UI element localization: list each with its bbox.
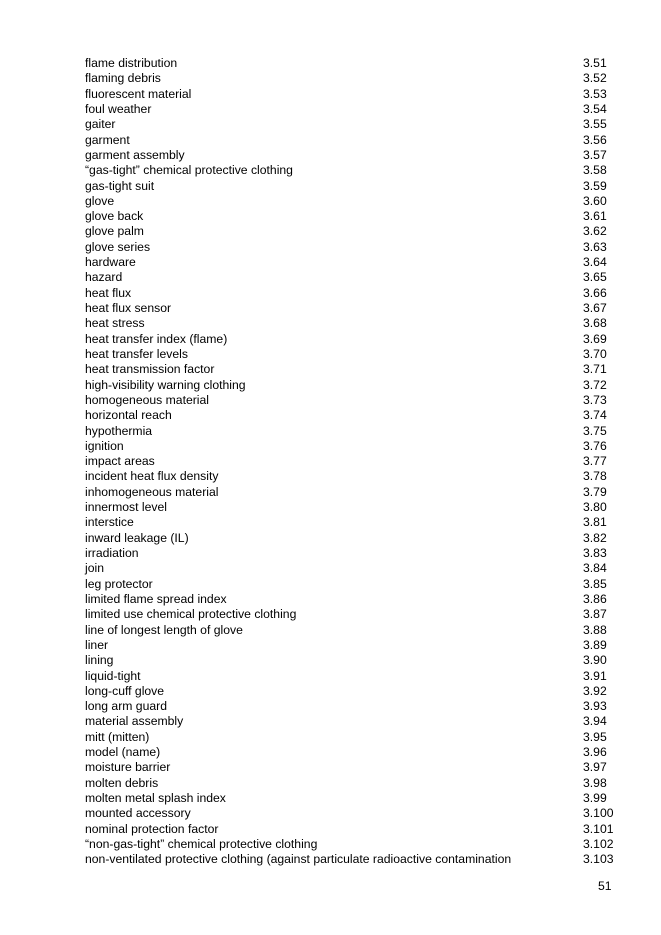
entry-clause-number: 3.97	[583, 760, 607, 775]
entry-term: innermost level	[85, 500, 167, 515]
entry-term: glove palm	[85, 224, 144, 239]
index-entry	[85, 393, 617, 408]
entry-term: foul weather	[85, 101, 152, 116]
entry-term: non-ventilated protective clothing (against particulate radioactive contamination	[85, 852, 512, 867]
index-entry	[85, 500, 617, 515]
index-entry	[85, 699, 617, 714]
entry-clause-number: 3.101	[583, 821, 614, 836]
index-entry	[85, 133, 617, 148]
index-entry	[85, 837, 617, 852]
index-entry	[85, 332, 617, 347]
entry-term: mounted accessory	[85, 806, 191, 821]
index-entry	[85, 592, 617, 607]
index-entry	[85, 255, 617, 270]
index-entry	[85, 102, 617, 117]
entry-clause-number: 3.73	[583, 392, 607, 407]
entry-clause-number: 3.57	[583, 147, 607, 162]
entry-term: inward leakage (IL)	[85, 530, 189, 545]
entry-clause-number: 3.72	[583, 377, 607, 392]
entry-clause-number: 3.103	[583, 852, 614, 867]
entry-term: heat transmission factor	[85, 362, 215, 377]
entry-clause-number: 3.56	[583, 132, 607, 147]
index-entry	[85, 240, 617, 255]
entry-clause-number: 3.53	[583, 86, 607, 101]
entry-clause-number: 3.88	[583, 622, 607, 637]
index-entry	[85, 56, 617, 71]
index-entry	[85, 286, 617, 301]
index-entry	[85, 684, 617, 699]
index-entry	[85, 362, 617, 377]
entry-clause-number: 3.58	[583, 163, 607, 178]
entry-term: glove back	[85, 209, 144, 224]
entry-term: model (name)	[85, 745, 161, 760]
entry-clause-number: 3.89	[583, 637, 607, 652]
index-entry	[85, 209, 617, 224]
entry-term: mitt (mitten)	[85, 729, 150, 744]
index-entry	[85, 179, 617, 194]
entry-clause-number: 3.87	[583, 607, 607, 622]
entry-term: garment	[85, 132, 130, 147]
entry-term: fluorescent material	[85, 86, 192, 101]
index-entry	[85, 148, 617, 163]
entry-term: heat stress	[85, 316, 145, 331]
entry-term: irradiation	[85, 546, 139, 560]
entry-clause-number: 3.84	[583, 561, 607, 576]
index-entry	[85, 531, 617, 546]
entry-term: gas-tight suit	[85, 178, 155, 193]
index-entry	[85, 577, 617, 592]
entry-term: leg protector	[85, 576, 153, 591]
entry-term: heat transfer levels	[85, 346, 188, 361]
entry-clause-number: 3.69	[583, 331, 607, 346]
entry-clause-number: 3.90	[583, 653, 607, 668]
entry-clause-number: 3.93	[583, 699, 607, 714]
index-entry	[85, 301, 617, 316]
index-entry	[85, 117, 617, 132]
index-entry	[85, 87, 617, 102]
entry-clause-number: 3.77	[583, 454, 607, 469]
entry-clause-number: 3.86	[583, 591, 607, 606]
index-entry	[85, 454, 617, 469]
index-entry	[85, 791, 617, 806]
entry-clause-number: 3.71	[583, 362, 607, 377]
entry-term: high-visibility warning clothing	[85, 377, 246, 392]
entry-clause-number: 3.76	[583, 438, 607, 453]
entry-term: lining	[85, 653, 114, 668]
index-entry	[85, 822, 617, 837]
index-entry	[85, 163, 617, 178]
entry-term: “gas-tight” chemical protective clothing	[85, 163, 293, 178]
index-entry	[85, 760, 617, 775]
index-entry	[85, 638, 617, 653]
index-entry	[85, 653, 617, 668]
index-entry	[85, 439, 617, 454]
index-entry	[85, 515, 617, 530]
entry-term: interstice	[85, 515, 134, 530]
index-entry	[85, 316, 617, 331]
entry-clause-number: 3.82	[583, 530, 607, 545]
index-entry	[85, 745, 617, 760]
entry-term: hypothermia	[85, 423, 153, 438]
entry-term: ignition	[85, 438, 124, 453]
entry-clause-number: 3.68	[583, 316, 607, 331]
entry-term: molten debris	[85, 775, 159, 790]
index-entry	[85, 776, 617, 791]
index-entry	[85, 607, 617, 622]
index-entry	[85, 194, 617, 209]
index-entry	[85, 408, 617, 423]
entry-clause-number: 3.94	[583, 714, 607, 729]
entry-clause-number: 3.70	[583, 346, 607, 361]
entry-clause-number: 3.62	[583, 224, 607, 239]
entry-clause-number: 3.80	[583, 500, 607, 515]
index-entry	[85, 852, 617, 867]
index-entry	[85, 224, 617, 239]
entry-clause-number: 3.59	[583, 178, 607, 193]
entry-clause-number: 3.79	[583, 484, 607, 499]
entry-clause-number: 3.67	[583, 301, 607, 315]
index-entry	[85, 378, 617, 393]
entry-clause-number: 3.100	[583, 806, 614, 821]
entry-clause-number: 3.65	[583, 270, 607, 285]
entry-term: “non-gas-tight” chemical protective clothing	[85, 836, 318, 851]
index-entry	[85, 561, 617, 576]
entry-clause-number: 3.54	[583, 101, 607, 116]
entry-term: liner	[85, 637, 109, 652]
entry-term: nominal protection factor	[85, 821, 219, 836]
entry-clause-number: 3.75	[583, 423, 607, 438]
entry-term: long arm guard	[85, 699, 167, 714]
entry-clause-number: 3.66	[583, 285, 607, 300]
entry-term: line of longest length of glove	[85, 622, 243, 637]
index-entry	[85, 424, 617, 439]
index-entry	[85, 485, 617, 500]
index-entry	[85, 714, 617, 729]
entry-clause-number: 3.99	[583, 791, 607, 805]
entry-term: heat transfer index (flame)	[85, 331, 228, 346]
entry-term: hazard	[85, 270, 123, 285]
entry-clause-number: 3.91	[583, 668, 607, 683]
entry-clause-number: 3.95	[583, 729, 607, 744]
entry-clause-number: 3.78	[583, 469, 607, 484]
entry-clause-number: 3.92	[583, 683, 607, 698]
entry-term: limited flame spread index	[85, 591, 227, 606]
index-entry	[85, 669, 617, 684]
entry-term: heat flux	[85, 285, 132, 300]
entry-term: moisture barrier	[85, 760, 171, 775]
entry-clause-number: 3.96	[583, 745, 607, 760]
entry-clause-number: 3.55	[583, 117, 607, 132]
entry-clause-number: 3.51	[583, 56, 607, 70]
index-entry	[85, 546, 617, 561]
entry-clause-number: 3.64	[583, 255, 607, 270]
index-entry	[85, 347, 617, 362]
entry-term: flaming debris	[85, 71, 161, 86]
entry-clause-number: 3.102	[583, 836, 614, 851]
page-number: 51	[598, 879, 612, 893]
index-entry	[85, 623, 617, 638]
index-entry	[85, 71, 617, 86]
entry-term: molten metal splash index	[85, 791, 226, 805]
entry-term: hardware	[85, 255, 136, 270]
index-entry	[85, 270, 617, 285]
entry-clause-number: 3.81	[583, 515, 607, 530]
term-index-list	[85, 56, 617, 868]
entry-clause-number: 3.63	[583, 239, 607, 254]
entry-clause-number: 3.83	[583, 546, 607, 560]
entry-clause-number: 3.74	[583, 408, 607, 423]
entry-term: long-cuff glove	[85, 683, 165, 698]
entry-term: glove series	[85, 239, 151, 254]
entry-term: horizontal reach	[85, 408, 172, 423]
entry-clause-number: 3.61	[583, 209, 607, 224]
entry-clause-number: 3.98	[583, 775, 607, 790]
entry-term: heat flux sensor	[85, 301, 172, 315]
entry-term: garment assembly	[85, 147, 185, 162]
entry-term: gaiter	[85, 117, 116, 132]
entry-term: glove	[85, 193, 115, 208]
entry-term: material assembly	[85, 714, 184, 729]
entry-clause-number: 3.60	[583, 193, 607, 208]
entry-term: incident heat flux density	[85, 469, 219, 484]
index-entry	[85, 730, 617, 745]
entry-term: limited use chemical protective clothing	[85, 607, 297, 622]
entry-clause-number: 3.85	[583, 576, 607, 591]
entry-term: flame distribution	[85, 56, 178, 70]
index-entry	[85, 469, 617, 484]
entry-clause-number: 3.52	[583, 71, 607, 86]
entry-term: inhomogeneous material	[85, 484, 219, 499]
entry-term: liquid-tight	[85, 668, 141, 683]
entry-term: join	[85, 561, 104, 576]
index-entry	[85, 806, 617, 821]
entry-term: impact areas	[85, 454, 155, 469]
entry-term: homogeneous material	[85, 392, 209, 407]
